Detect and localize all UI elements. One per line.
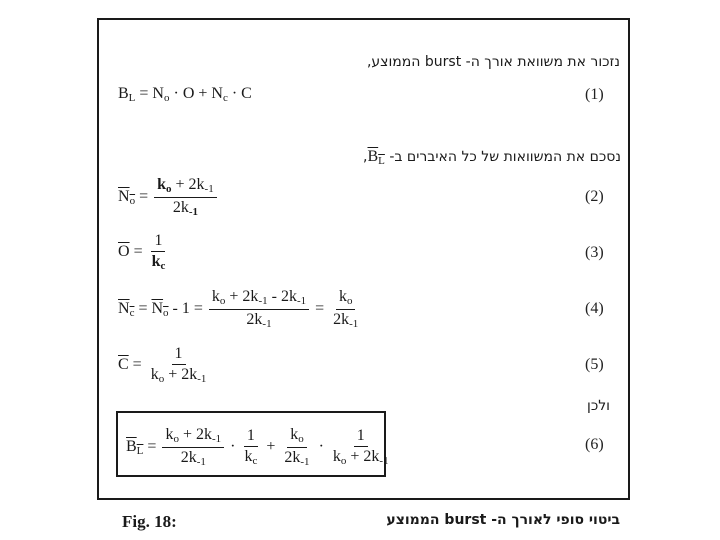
intro-text: נזכור את משוואת אורך ה- burst הממוצע, xyxy=(366,54,620,70)
equation-number-2: (2) xyxy=(585,188,604,205)
equation-1: $B_L = N_o \cdot O + N_c \cdot C$ xyxy=(118,85,252,104)
equation-2: $N_o$ = $\frac{k_o + 2k_{-1}}{2k_{-1}}$ xyxy=(118,177,219,218)
equation-number-5: (5) xyxy=(585,356,604,373)
conclusion-word: ולכן xyxy=(587,398,610,414)
sum-text-label: נסכם את המשוואות של כל האיברים ב- xyxy=(384,149,621,165)
equation-number-4: (4) xyxy=(585,300,604,317)
sum-symbol: $B_L$ xyxy=(367,148,385,167)
figure-caption: ביטוי סופי לאורך ה- burst הממוצע xyxy=(386,512,620,528)
figure-label: Fig. 18: xyxy=(122,512,177,531)
equation-number-1: (1) xyxy=(585,86,604,103)
equation-3: $\overline{O}$ = $\frac{1}{k_c}$ xyxy=(118,232,166,272)
sum-text xyxy=(318,148,621,167)
equation-6: $B_L$ = $\frac{k_o + 2k_{-1}}{2k_{-1}}$ · $\frac{1}{k_c}$ + $\frac{k_o}{2k_{-1}}$ · $\frac{1}{k_o + 2k_{-1}}$ xyxy=(126,426,389,468)
equation-number-6: (6) xyxy=(585,436,604,453)
equation-4: $N_c = N_o - 1$ = $\frac{k_o + 2k_{-1} - 2k_{-1}}{2k_{-1}}$ = $\frac{k_o}{2k_{-1}}$ xyxy=(118,288,359,330)
sum-comma: , xyxy=(363,149,368,165)
equation-5: $\overline{C}$ = $\frac{1}{k_o + 2k_{-1}}$ xyxy=(118,345,207,385)
equation-number-3: (3) xyxy=(585,244,604,261)
